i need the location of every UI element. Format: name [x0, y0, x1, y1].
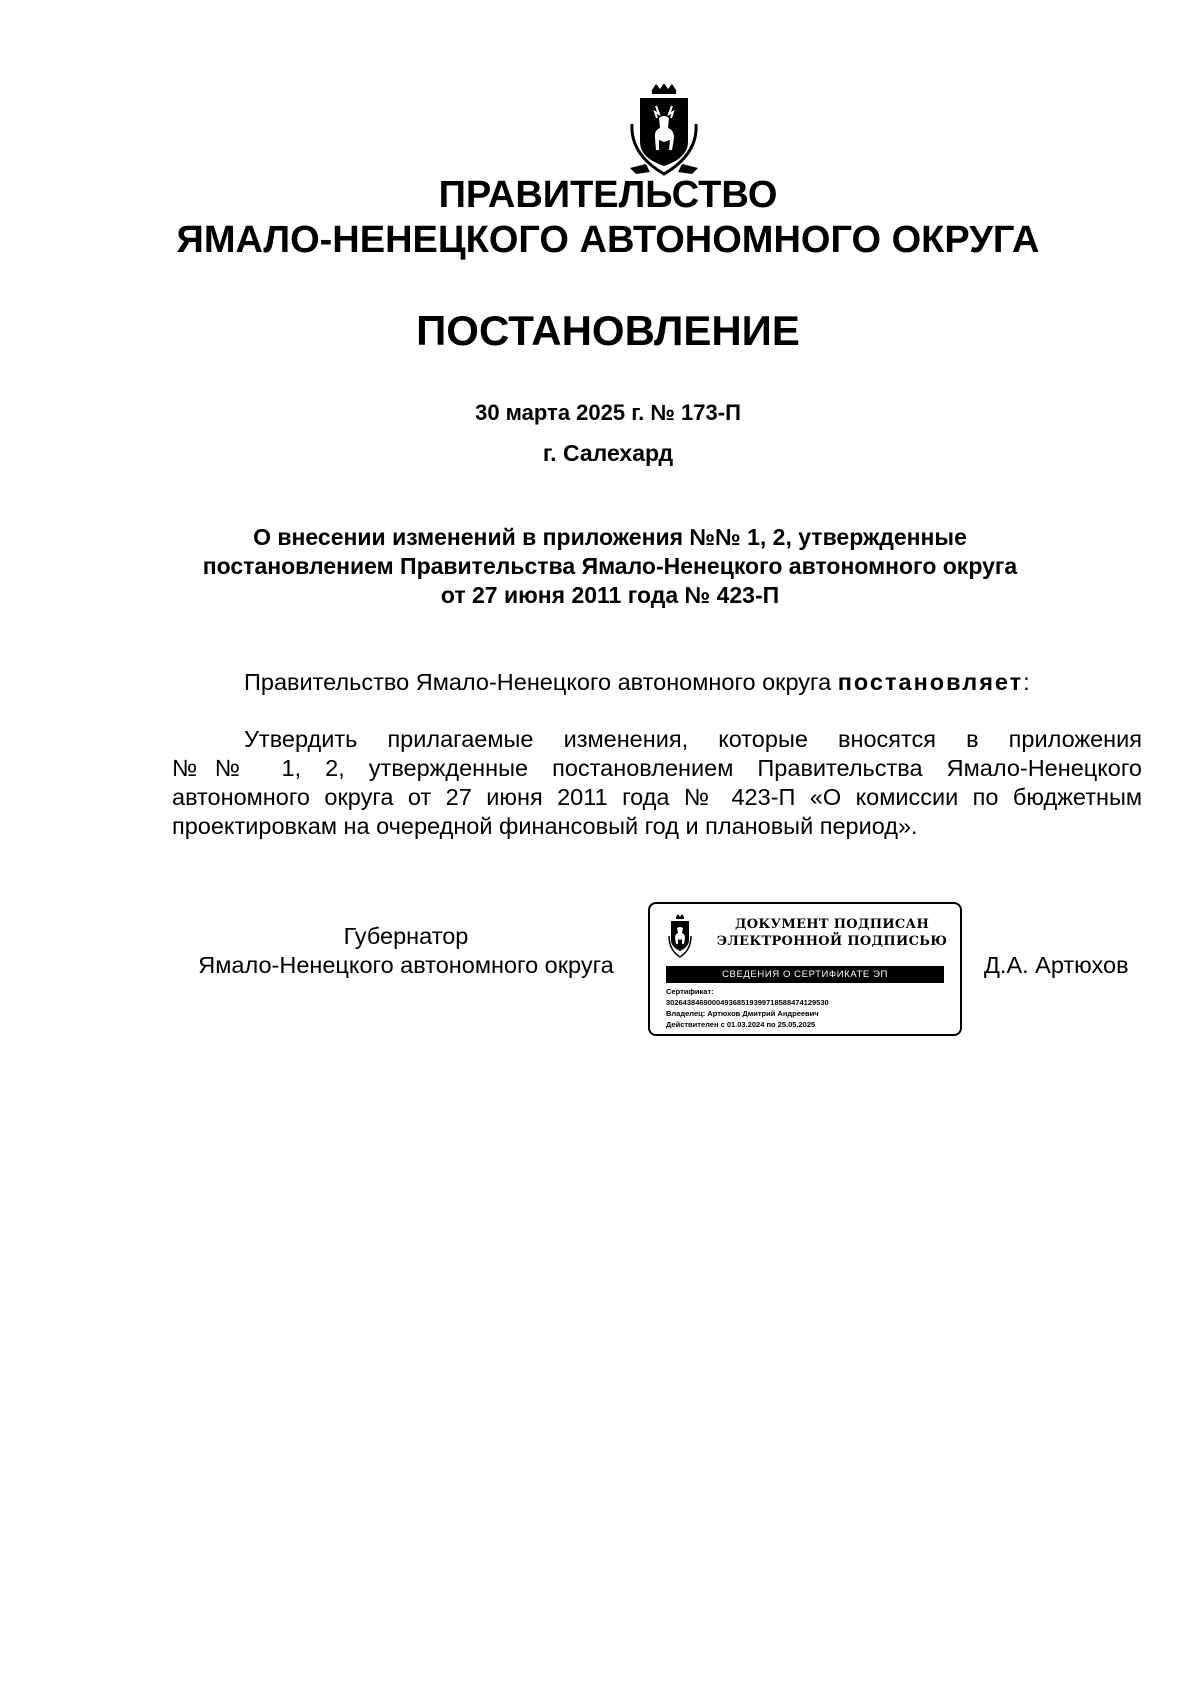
stamp-coat-of-arms-icon [668, 914, 692, 958]
position-line: Губернатор [343, 923, 469, 949]
stamp-heading-line: ЭЛЕКТРОННОЙ ПОДПИСЬЮ [716, 934, 948, 949]
subject-line: О внесении изменений в приложения №№ 1, 2, утвержденные [253, 524, 967, 550]
signatory-position [172, 922, 640, 980]
government-title-line1: ПРАВИТЕЛЬСТВО [438, 174, 778, 216]
signer-name: Д.А. Артюхов [984, 952, 1129, 978]
preamble-keyword: постановляет [837, 669, 1024, 695]
subject-line: от 27 июня 2011 года № 423-П [440, 582, 780, 608]
resolution-preamble [172, 668, 1142, 697]
subject-line: постановлением Правительства Ямало-Ненецкого автономного округа [202, 553, 1018, 579]
paragraph-line: автономного округа от 27 июня 2011 года № 423-П «О комиссии по бюджетным [172, 784, 1142, 810]
government-title-line2: ЯМАЛО-НЕНЕЦКОГО АВТОНОМНОГО ОКРУГА [176, 219, 1040, 261]
certificate-owner: Владелец: Артюхов Дмитрий Андреевич [666, 1009, 819, 1018]
electronic-signature-stamp [648, 902, 962, 1036]
paragraph-line: проектировкам на очередной финансовый год и плановый период». [172, 813, 918, 839]
preamble-colon: : [1023, 669, 1030, 695]
document-date-number: 30 марта 2025 г. № 173-П [475, 400, 741, 425]
paragraph-line: Утвердить прилагаемые изменения, которые вносятся в приложения [244, 726, 1142, 752]
certificate-validity: Действителен с 01.03.2024 по 25.05.2025 [666, 1020, 816, 1029]
certificate-details [666, 986, 946, 1030]
stamp-heading [712, 916, 952, 950]
preamble-text: Правительство Ямало-Ненецкого автономного округа [244, 669, 838, 695]
certificate-info-bar: СВЕДЕНИЯ О СЕРТИФИКАТЕ ЭП [666, 966, 944, 983]
document-type: ПОСТАНОВЛЕНИЕ [416, 307, 800, 354]
position-line: Ямало-Ненецкого автономного округа [198, 952, 614, 978]
certificate-label: Сертификат: [666, 987, 714, 996]
certificate-serial: 302643846900049368519399718588474129530 [666, 998, 829, 1007]
stamp-heading-line: ДОКУМЕНТ ПОДПИСАН [734, 917, 930, 932]
resolution-paragraph [172, 725, 1142, 841]
coat-of-arms-icon [626, 84, 702, 176]
paragraph-line: №№ 1, 2, утвержденные постановлением Правительства Ямало-Ненецкого [172, 755, 1142, 781]
document-city: г. Салехард [542, 440, 674, 466]
document-subject [170, 523, 1050, 610]
